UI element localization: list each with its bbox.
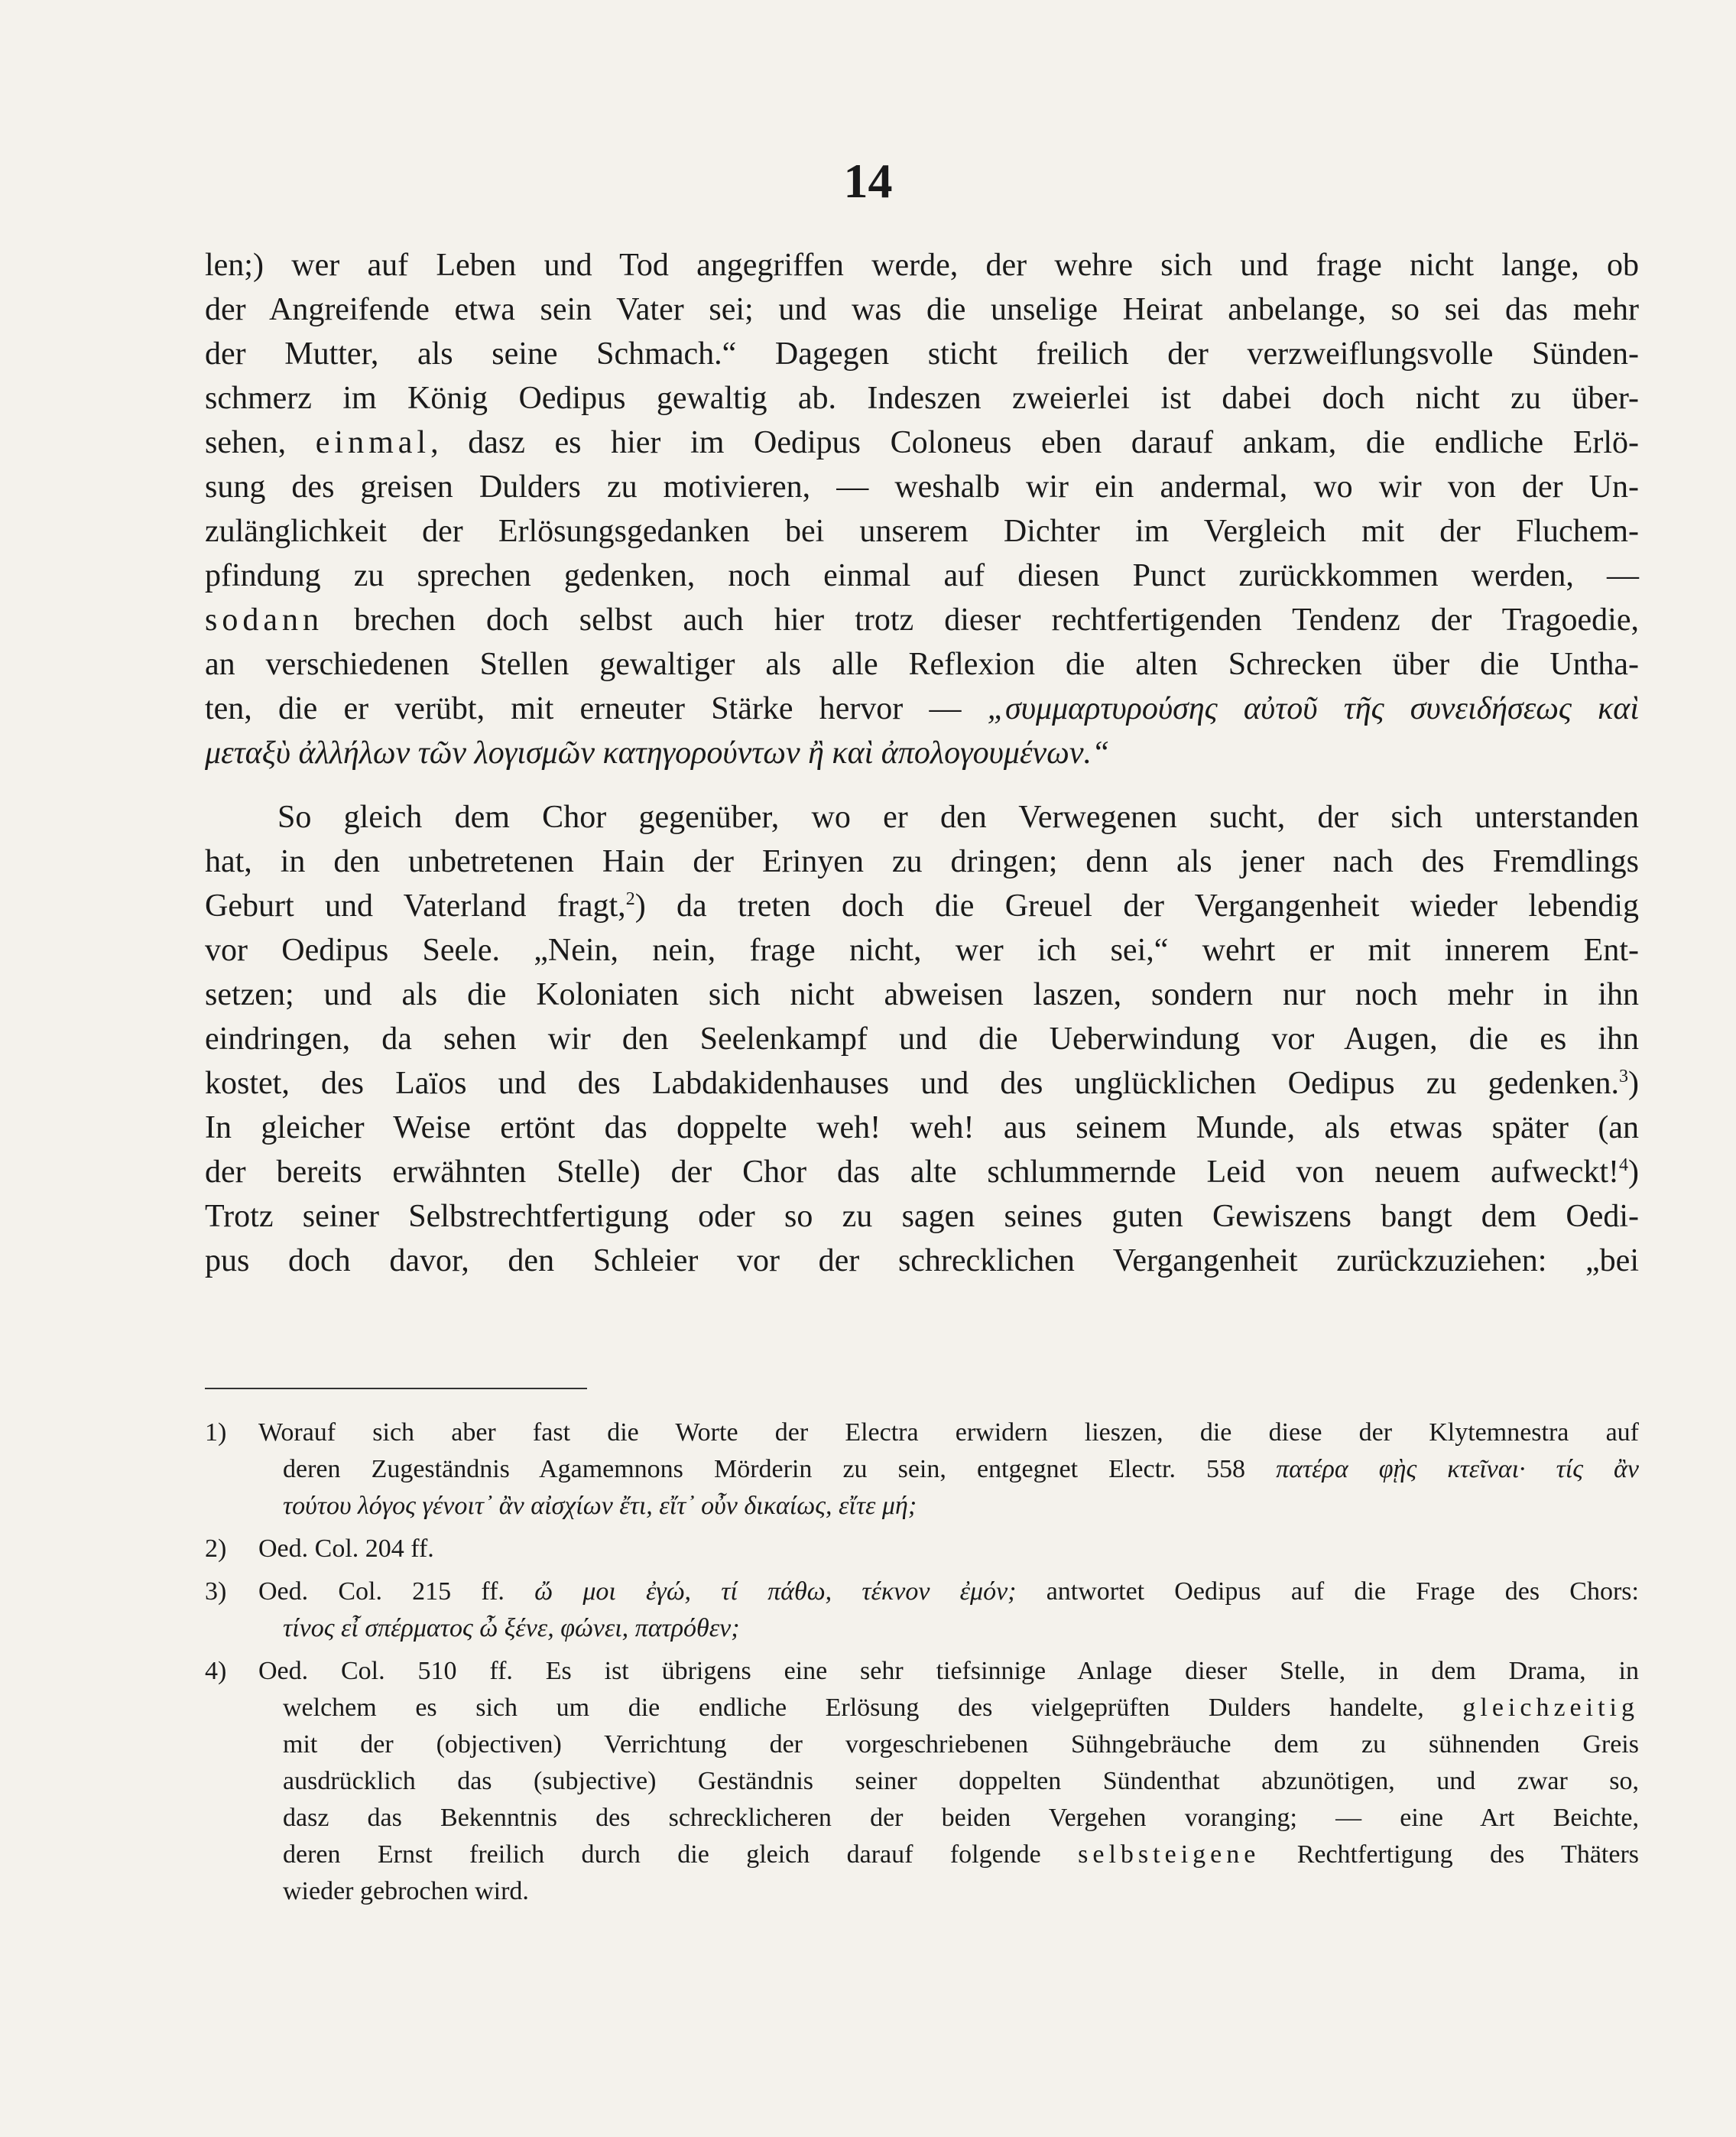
spaced-word: sodann bbox=[205, 602, 323, 638]
text-line: schmerz im König Oedipus gewaltig ab. Indeszen zweierlei ist dabei doch nicht zu über- bbox=[205, 381, 1639, 416]
footnote-4 bbox=[205, 1653, 1639, 1910]
text-segment: ) da treten doch die Greuel der Vergangenheit wieder lebendig bbox=[634, 888, 1640, 924]
footnote-text: Oed. Col. 204 ff. bbox=[258, 1535, 434, 1563]
spaced-word: einmal bbox=[315, 425, 431, 460]
text-segment: , dasz es hier im Oedipus Coloneus eben darauf ankam, die endliche Erlö- bbox=[430, 425, 1640, 460]
text-line: hat, in den unbetretenen Hain der Erinyen zu dringen; denn als jener nach des Fremdlings bbox=[205, 844, 1639, 879]
text-line: len;) wer auf Leben und Tod angegriffen werde, der wehre sich und frage nicht lange, ob bbox=[205, 248, 1639, 283]
footnote-text: Rechtfertigung des Thäters bbox=[1260, 1840, 1640, 1869]
footnote-line: ausdrücklich das (subjective) Geständnis seiner doppelten Sündenthat abzunötigen, und zwar so, bbox=[283, 1767, 1639, 1795]
footnote-text: Oed. Col. 215 ff. bbox=[258, 1577, 505, 1606]
footnote-text: Worauf sich aber fast die Worte der Electra erwidern lieszen, die diese der Klytemnestra auf bbox=[258, 1418, 1639, 1447]
footnote-number: 2) bbox=[205, 1535, 227, 1563]
text-line: an verschiedenen Stellen gewaltiger als alle Reflexion die alten Schrecken über die Untha- bbox=[205, 647, 1639, 682]
text-line bbox=[205, 884, 1639, 928]
text-line: der Mutter, als seine Schmach.“ Dagegen sticht freilich der verzweiflungsvolle Sünden- bbox=[205, 336, 1639, 372]
text-line: pfindung zu sprechen gedenken, noch einmal auf diesen Punct zurückkommen werden, — bbox=[205, 558, 1639, 593]
text-line bbox=[205, 421, 1639, 465]
spaced-word: selbsteigene bbox=[1078, 1840, 1261, 1869]
paragraph-2 bbox=[205, 795, 1639, 1283]
text-line: der Angreifende etwa sein Vater sei; und was die unselige Heirat anbelange, so sei das mehr bbox=[205, 292, 1639, 327]
greek-quote: ὤ μοι ἐγώ, τί πάθω, τέκνον ἐμόν; bbox=[534, 1577, 1017, 1606]
greek-line: μεταξὺ ἀλλήλων τῶν λογισμῶν κατηγορούντων ἢ καὶ ἀπολογουμένων.“ bbox=[205, 736, 1110, 771]
footnotes bbox=[205, 1414, 1639, 1910]
page-number: 14 bbox=[843, 154, 893, 208]
footnote-text: deren Ernst freilich durch die gleich darauf folgende bbox=[283, 1840, 1041, 1869]
text-line: In gleicher Weise ertönt das doppelte weh! weh! aus seinem Munde, als etwas später (an bbox=[205, 1110, 1639, 1145]
footnote-number: 1) bbox=[205, 1418, 227, 1447]
text-line bbox=[205, 1061, 1639, 1106]
footnote-line: τούτου λόγος γένοιτ᾽ ἂν αἰσχίων ἔτι, εἴτ᾽ οὖν δικαίως, εἴτε μή; bbox=[283, 1492, 917, 1520]
text-segment: kostet, des Laïos und des Labdakidenhauses und des unglücklichen Oedipus zu gedenken. bbox=[205, 1066, 1619, 1101]
footnote-ref[interactable]: 4 bbox=[1619, 1155, 1628, 1175]
text-segment: Geburt und Vaterland fragt, bbox=[205, 888, 626, 924]
footnote-line bbox=[205, 1531, 1639, 1567]
spaced-word: gleichzeitig bbox=[1462, 1694, 1639, 1722]
text-line: setzen; und als die Koloniaten sich nicht abweisen laszen, sondern nur noch mehr in ihn bbox=[205, 977, 1639, 1012]
footnote-line: dasz das Bekenntnis des schrecklicheren der beiden Vergehen voranging; — eine Art Beichte, bbox=[283, 1804, 1639, 1832]
text-line: vor Oedipus Seele. „Nein, nein, frage nicht, wer ich sei,“ wehrt er mit innerem Ent- bbox=[205, 933, 1639, 968]
footnote-ref[interactable]: 3 bbox=[1619, 1067, 1628, 1086]
greek-quote: „συμμαρτυρούσης αὐτοῦ τῆς συνειδήσεως καὶ bbox=[987, 691, 1640, 726]
text-line: sung des greisen Dulders zu motivieren, — weshalb wir ein andermal, wo wir von der Un- bbox=[205, 469, 1639, 505]
text-line bbox=[205, 1150, 1639, 1194]
footnote-2 bbox=[205, 1531, 1639, 1567]
footnote-line bbox=[205, 1837, 1639, 1873]
text-segment: ) bbox=[1628, 1066, 1639, 1101]
footnote-text: deren Zugeständnis Agamemnons Mörderin zu sein, entgegnet Electr. 558 bbox=[283, 1455, 1246, 1483]
footnote-1 bbox=[205, 1414, 1639, 1525]
footnote-line bbox=[205, 1414, 1639, 1451]
text-line: Trotz seiner Selbstrechtfertigung oder so zu sagen seines guten Gewiszens bangt dem Oedi- bbox=[205, 1199, 1639, 1234]
text-segment: der bereits erwähnten Stelle) der Chor das alte schlummernde Leid von neuem aufweckt! bbox=[205, 1155, 1619, 1190]
footnote-line: wieder gebrochen wird. bbox=[283, 1877, 529, 1905]
footnote-ref[interactable]: 2 bbox=[625, 889, 635, 909]
footnote-text: welchem es sich um die endliche Erlösung des vielgeprüften Dulders handelte, bbox=[283, 1694, 1424, 1722]
footnote-line: mit der (objectiven) Verrichtung der vorgeschriebenen Sühngebräuche dem zu sühnenden Greis bbox=[283, 1730, 1639, 1759]
text-line: zulänglichkeit der Erlösungsgedanken bei unserem Dichter im Vergleich mit der Fluchem- bbox=[205, 514, 1639, 549]
footnote-text: antwortet Oedipus auf die Frage des Chors: bbox=[1046, 1577, 1639, 1606]
footnote-3 bbox=[205, 1574, 1639, 1647]
footnote-line bbox=[205, 1690, 1639, 1726]
main-text bbox=[205, 243, 1639, 1283]
text-segment: ) bbox=[1628, 1155, 1639, 1190]
text-line bbox=[205, 598, 1639, 642]
text-segment: sehen, bbox=[205, 425, 287, 460]
footnote-line bbox=[205, 1451, 1639, 1488]
footnote-line: τίνος εἶ σπέρματος ὦ ξένε, φώνει, πατρόθεν; bbox=[283, 1614, 740, 1642]
text-line: So gleich dem Chor gegenüber, wo er den Verwegenen sucht, der sich unterstanden bbox=[277, 800, 1639, 835]
footnote-text: Oed. Col. 510 ff. Es ist übrigens eine sehr tiefsinnige Anlage dieser Stelle, in dem Drama, in bbox=[258, 1657, 1639, 1685]
footnote-line bbox=[205, 1574, 1639, 1610]
footnote-number: 4) bbox=[205, 1657, 227, 1685]
text-line: eindringen, da sehen wir den Seelenkampf und die Ueberwindung vor Augen, die es ihn bbox=[205, 1021, 1639, 1057]
footnote-separator bbox=[205, 1388, 587, 1389]
text-segment: ten, die er verübt, mit erneuter Stärke hervor — bbox=[205, 691, 962, 726]
footnote-number: 3) bbox=[205, 1577, 227, 1606]
text-line bbox=[205, 687, 1639, 731]
text-line: pus doch davor, den Schleier vor der schrecklichen Vergangenheit zurückzuziehen: „bei bbox=[205, 1243, 1639, 1278]
greek-quote: πατέρα φῂς κτεῖναι· τίς ἂν bbox=[1276, 1455, 1639, 1483]
footnote-line bbox=[205, 1653, 1639, 1690]
paragraph-1 bbox=[205, 243, 1639, 775]
text-segment: brechen doch selbst auch hier trotz dieser rechtfertigenden Tendenz der Tragoedie, bbox=[323, 602, 1639, 638]
